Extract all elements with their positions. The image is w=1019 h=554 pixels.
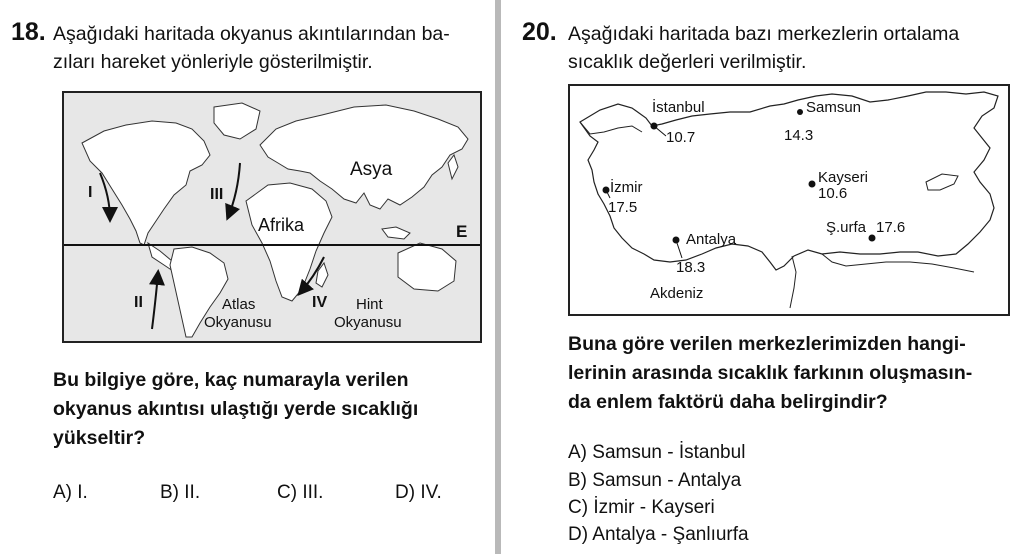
option-d[interactable]: D) IV.: [395, 482, 442, 503]
column-divider: [495, 0, 501, 554]
question-18-line1: Bu bilgiye göre, kaç numarayla verilen: [53, 369, 409, 391]
question-intro-line1: Aşağıdaki haritada okyanus akıntılarından ba-: [53, 23, 450, 45]
istanbul-value: 10.7: [666, 129, 696, 146]
option-c[interactable]: C) İzmir - Kayseri: [568, 497, 715, 518]
world-map-drawing: [64, 93, 480, 341]
samsun-label: Samsun: [806, 99, 862, 116]
japan-shape: [448, 155, 458, 179]
current-2-arrow: [152, 273, 158, 329]
current-2-label: II: [134, 294, 143, 311]
option-a[interactable]: A) I.: [53, 482, 88, 503]
australia-shape: [398, 243, 456, 291]
asia-label: Asya: [350, 159, 393, 180]
surfa-label: Ş.urfa: [826, 219, 867, 236]
equator-label: E: [456, 222, 468, 241]
question-20-line1: Buna göre verilen merkezlerimizden hangi-: [568, 333, 966, 355]
current-4-label: IV: [312, 294, 328, 311]
option-b[interactable]: B) II.: [160, 482, 201, 503]
question-intro-line1: Aşağıdaki haritada bazı merkezlerin ortalama: [568, 23, 960, 45]
antalya-value: 18.3: [676, 259, 706, 276]
question-20-line2: lerinin arasında sıcaklık farkının oluşmasın-: [568, 362, 973, 384]
question-number: 18.: [11, 18, 46, 46]
question-18-line3: yükseltir?: [53, 427, 146, 449]
question-18: [0, 0, 496, 554]
question-intro-line2: sıcaklık değerleri verilmiştir.: [568, 51, 807, 73]
option-c[interactable]: C) III.: [277, 482, 324, 503]
turkey-map-drawing: [570, 86, 1008, 314]
question-18-line2: okyanus akıntısı ulaştığı yerde sıcaklığı: [53, 398, 419, 420]
antalya-label: Antalya: [686, 231, 737, 248]
atlas-ocean-label-1: Atlas: [222, 296, 256, 313]
north-america-shape: [82, 121, 210, 245]
question-number: 20.: [522, 18, 557, 46]
southern-border: [822, 254, 974, 272]
option-a[interactable]: A) Samsun - İstanbul: [568, 442, 746, 463]
samsun-dot: [797, 109, 803, 115]
samsun-value: 14.3: [784, 127, 814, 144]
izmir-label: İzmir: [610, 179, 643, 196]
option-d[interactable]: D) Antalya - Şanlıurfa: [568, 524, 749, 545]
hint-ocean-label-1: Hint: [356, 296, 383, 313]
atlas-ocean-label-2: Okyanusu: [204, 314, 272, 331]
current-3-arrow: [228, 163, 240, 217]
current-3-label: III: [210, 186, 224, 203]
current-1-label: I: [88, 184, 93, 201]
hint-ocean-label-2: Okyanusu: [334, 314, 402, 331]
question-20-line3: da enlem faktörü daha belirgindir?: [568, 391, 888, 413]
kayseri-value: 10.6: [818, 185, 848, 202]
sea-label: Akdeniz: [650, 285, 704, 302]
izmir-value: 17.5: [608, 199, 638, 216]
question-intro-line2: zıları hareket yönleriyle gösterilmiştir.: [53, 51, 373, 73]
turkey-temperature-map: [568, 84, 1010, 316]
kayseri-dot: [809, 181, 816, 188]
greenland-shape: [214, 103, 260, 139]
question-20: [506, 0, 1019, 554]
kayseri-label: Kayseri: [818, 169, 869, 186]
istanbul-label: İstanbul: [652, 99, 705, 116]
world-currents-map: [62, 91, 482, 343]
africa-label: Afrika: [258, 215, 305, 235]
surfa-value: 17.6: [876, 219, 906, 236]
surfa-dot: [869, 235, 876, 242]
option-b[interactable]: B) Samsun - Antalya: [568, 470, 742, 491]
hatay-border: [790, 256, 796, 308]
indonesia-shape: [382, 227, 410, 239]
